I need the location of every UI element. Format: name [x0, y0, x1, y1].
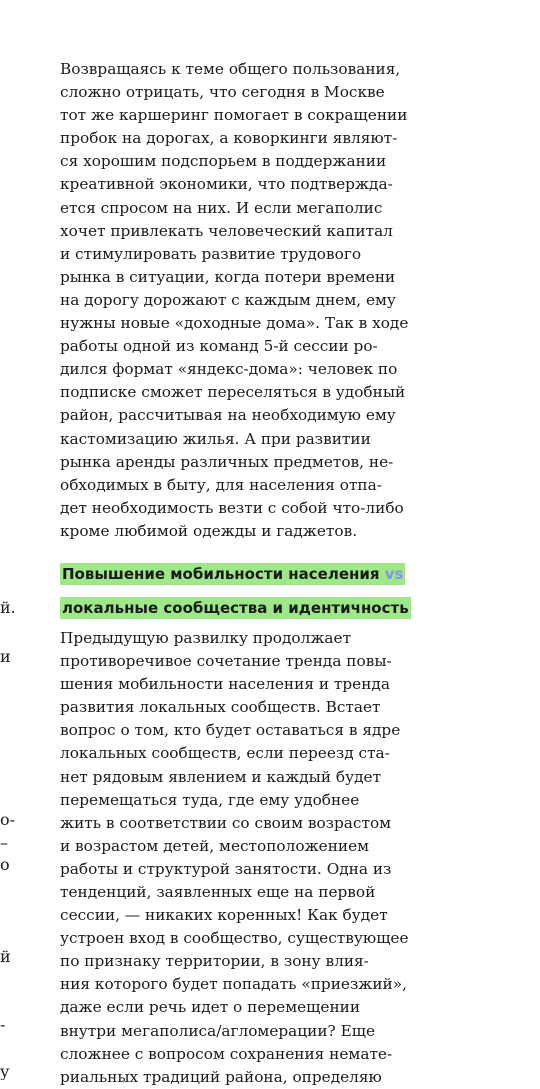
text-line: рынка в ситуации, когда потери времени: [60, 267, 396, 286]
text-line: по признаку территории, в зону влия-: [60, 952, 369, 971]
left-edge-text-fragments: [0, 0, 18, 1080]
heading-line-2: локальные сообщества и идентичность: [62, 598, 409, 617]
edge-fragment: –: [0, 833, 8, 852]
paragraph-2: [60, 627, 460, 1089]
text-line: ется спросом на них. И если мегаполис: [60, 198, 383, 217]
text-line: ся хорошим подспорьем в поддержании: [60, 152, 387, 171]
text-line: дился формат «яндекс-дома»: человек по: [60, 360, 398, 379]
text-line: и возрастом детей, местоположением: [60, 836, 370, 855]
text-line: локальных сообществ, если переезд ста-: [60, 744, 390, 763]
heading-line-1: Повышение мобильности населения: [62, 564, 380, 583]
edge-fragment: й: [0, 947, 11, 966]
text-line: внутри мегаполиса/агломерации? Еще: [60, 1021, 376, 1040]
section-heading: [60, 557, 460, 625]
heading-highlight-line-2: [60, 597, 411, 619]
text-line: даже если речь идет о перемещении: [60, 998, 361, 1017]
text-line: риальных традиций района, определяю: [60, 1067, 382, 1086]
article-column: [60, 58, 460, 1089]
text-line: нет рядовым явлением и каждый будет: [60, 767, 382, 786]
text-line: устроен вход в сообщество, существующее: [60, 929, 409, 948]
edge-fragment: й.: [0, 598, 16, 617]
text-line: противоречивое сочетание тренда повы-: [60, 652, 392, 671]
edge-fragment: о: [0, 855, 10, 874]
text-line: хочет привлекать человеческий капитал: [60, 221, 393, 240]
text-line: работы и структурой занятости. Одна из: [60, 859, 392, 878]
text-line: обходимых в быту, для населения отпа-: [60, 475, 382, 494]
text-line: вопрос о том, кто будет оставаться в ядре: [60, 721, 401, 740]
text-line: Предыдущую развилку продолжает: [60, 628, 352, 647]
text-line: кроме любимой одежды и гаджетов.: [60, 521, 358, 540]
text-line: тот же каршеринг помогает в сокращении: [60, 106, 408, 125]
text-line: развития локальных сообществ. Встает: [60, 698, 381, 717]
text-line: и стимулировать развитие трудового: [60, 244, 362, 263]
text-line: подписке сможет переселяться в удобный: [60, 383, 406, 402]
text-line: нужны новые «доходные дома». Так в ходе: [60, 314, 409, 333]
text-line: район, рассчитывая на необходимую ему: [60, 406, 396, 425]
text-line: ния которого будет попадать «приезжий»,: [60, 975, 407, 994]
heading-highlight-line-1: [60, 563, 405, 585]
text-line: работы одной из команд 5-й сессии ро-: [60, 337, 378, 356]
paragraph-1: [60, 58, 460, 543]
heading-vs: vs: [384, 564, 404, 583]
text-line: пробок на дорогах, а коворкинги являют-: [60, 129, 398, 148]
text-line: шения мобильности населения и тренда: [60, 675, 390, 694]
edge-fragment: о-: [0, 810, 16, 829]
text-line: дет необходимость везти с собой что-либо: [60, 498, 404, 517]
text-line: креативной экономики, что подтвержда-: [60, 175, 393, 194]
edge-fragment: у: [0, 1062, 10, 1080]
text-line: Возвращаясь к теме общего пользования,: [60, 60, 401, 78]
text-line: кастомизацию жилья. А при развитии: [60, 429, 371, 448]
edge-fragment: -: [0, 1015, 6, 1034]
text-line: перемещаться туда, где ему удобнее: [60, 790, 360, 809]
text-line: тенденций, заявленных еще на первой: [60, 883, 376, 901]
text-line: рынка аренды различных предметов, не-: [60, 452, 394, 471]
text-line: на дорогу дорожают с каждым днем, ему: [60, 290, 396, 309]
text-line: жить в соответствии со своим возрастом: [60, 813, 392, 832]
text-line: сессии, — никаких коренных! Как будет: [60, 906, 388, 925]
text-line: сложно отрицать, что сегодня в Москве: [60, 83, 385, 102]
edge-fragment: и: [0, 647, 11, 666]
text-line: сложнее с вопросом сохранения немате-: [60, 1044, 393, 1063]
